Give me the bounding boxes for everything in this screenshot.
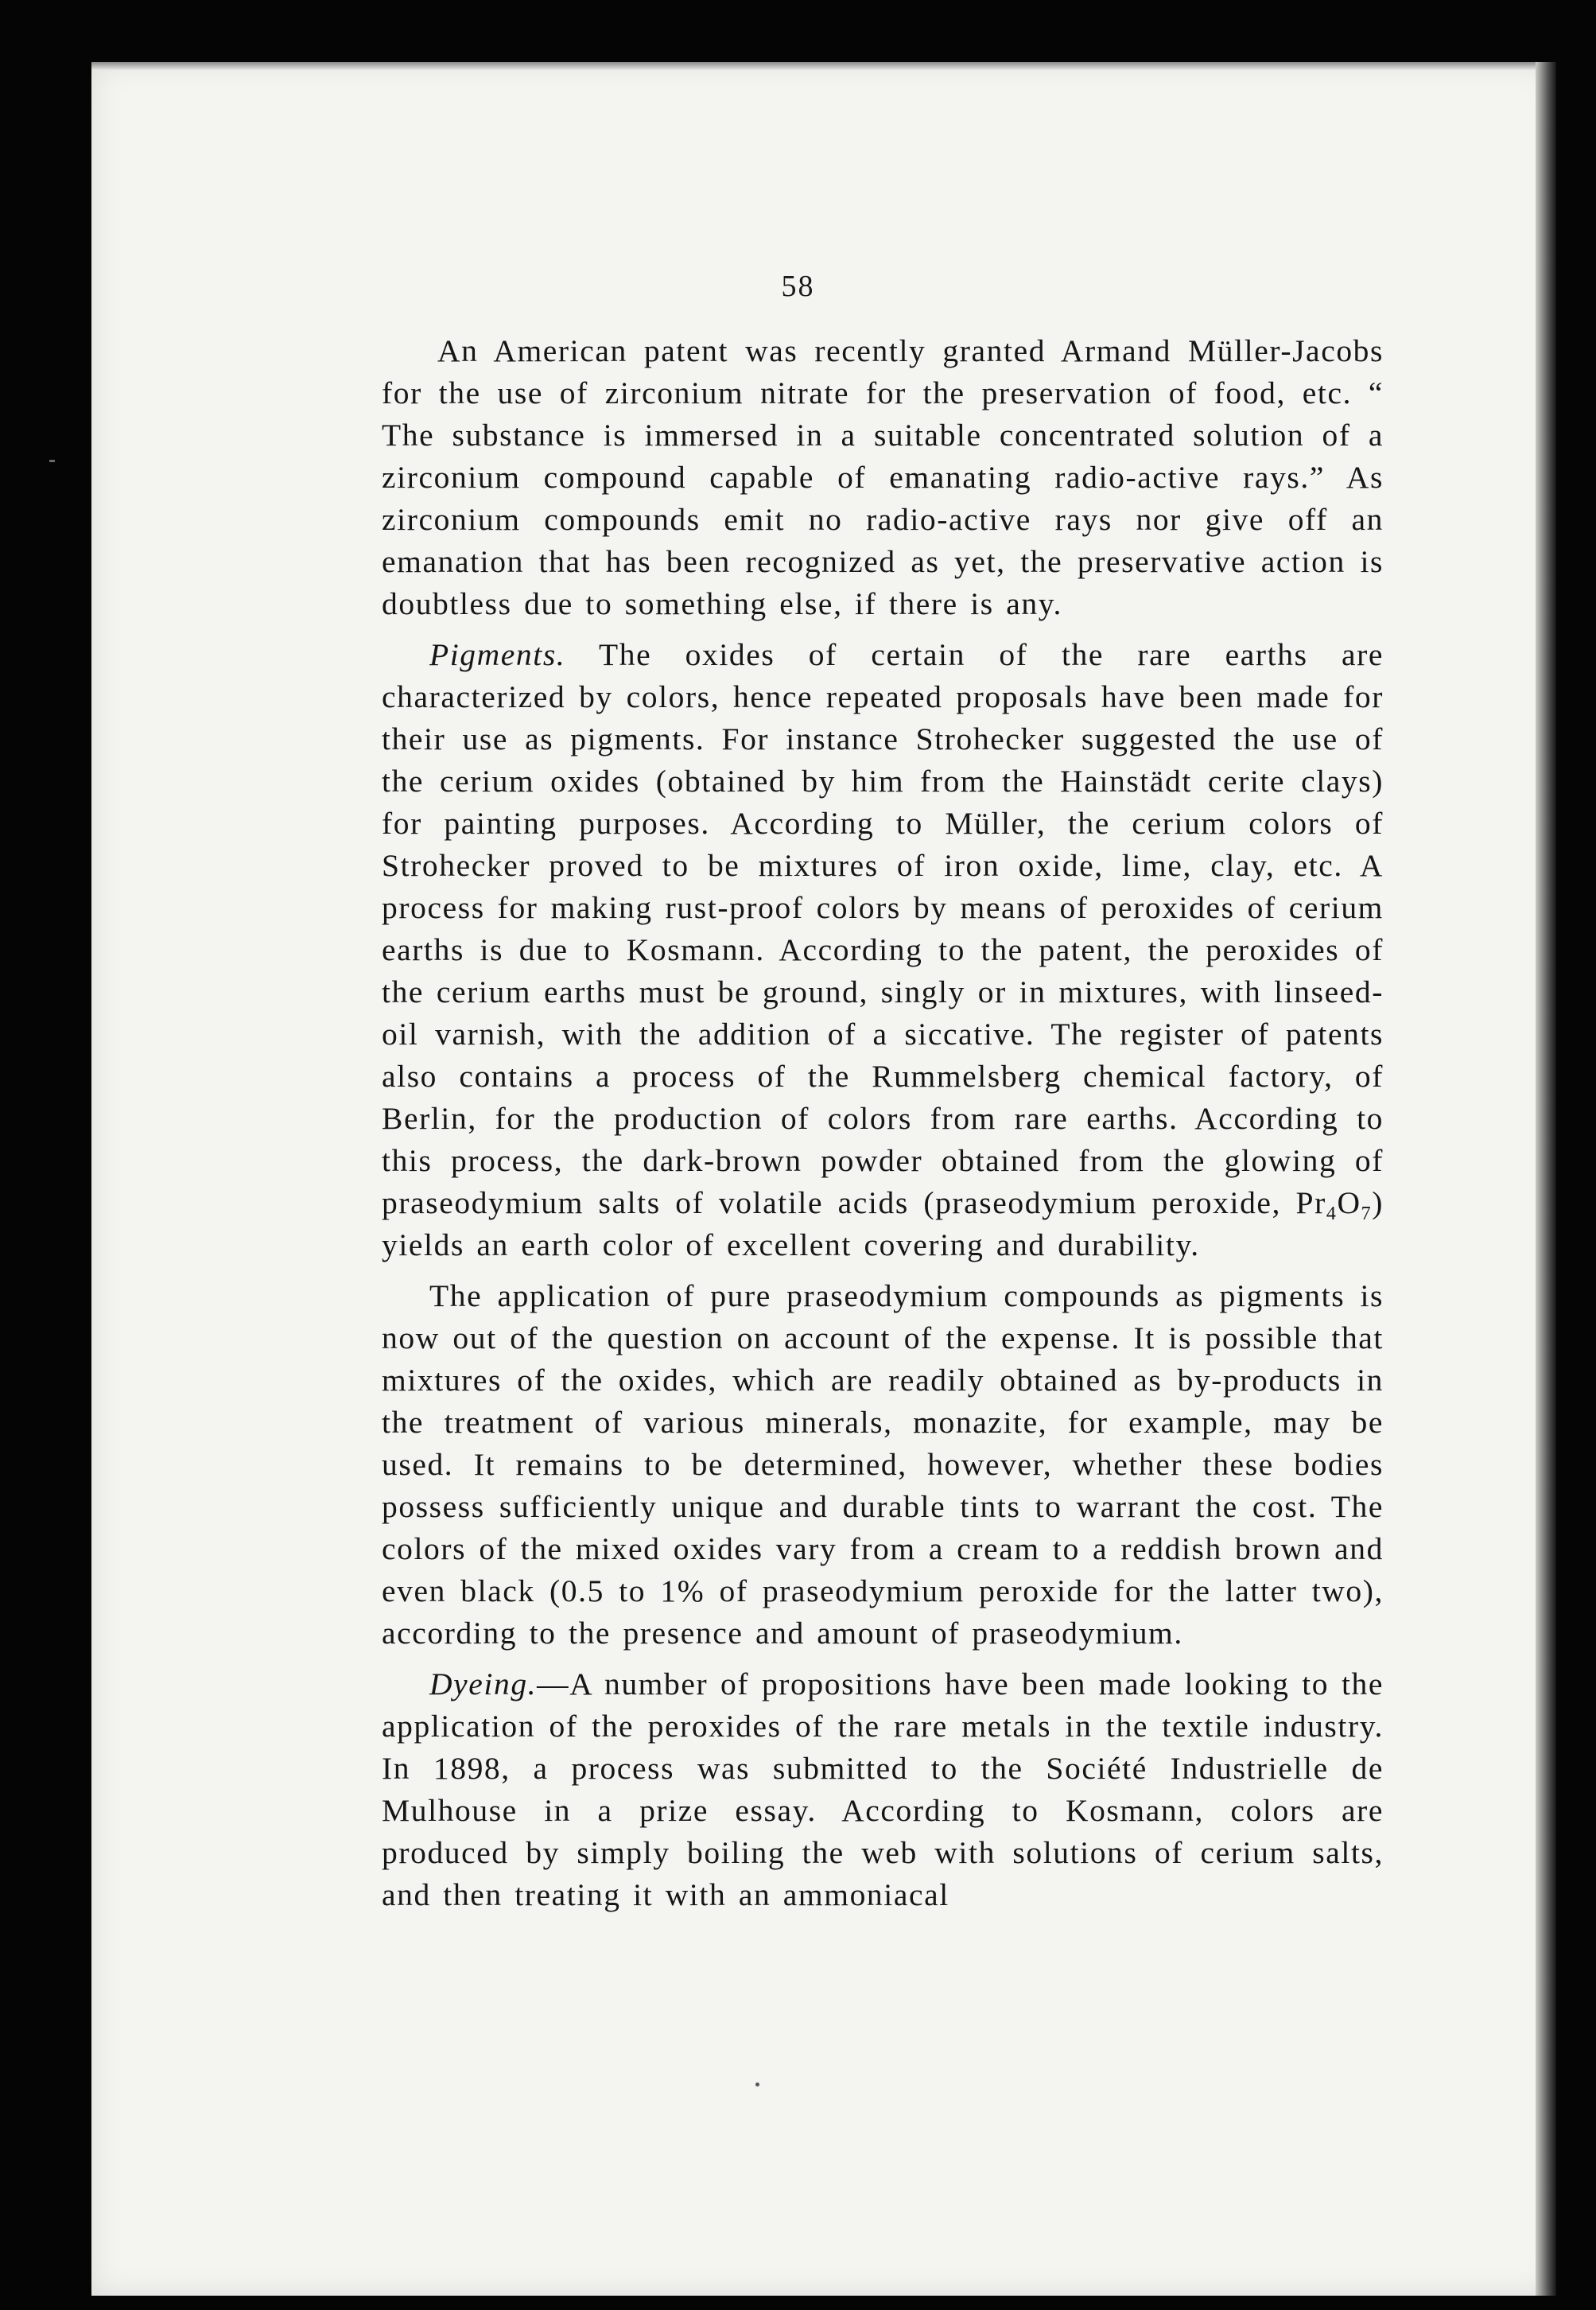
dyeing-text: —A number of propositions have been made looking to the application of the peroxides of the rare metals in the textile industry. In 1898, a process was submitted to the Société Industrielle de Mulhouse in a prize essay. According to Kosmann, colors are produced by simply boiling the web with solutions of cerium salts, and then treating it with an ammoniacal: [382, 1666, 1384, 1912]
page-number: 58: [781, 270, 815, 303]
sheet-top-edge: [91, 62, 1556, 70]
pigments-text-b: O: [1337, 1185, 1361, 1220]
pigments-text-a: The oxides of certain of the rare earths are characterized by colors, hence repeated proposals have been made for their use as pigments. For instance Strohecker suggested the use of the cerium oxides (obtained by him from the Hainstädt cerite clays) for painting purposes. According to Müller, the cerium colors of Strohecker proved to be mixtures of iron oxide, lime, clay, etc. A process for making rust-proof colors by means of peroxides of cerium earths is due to Kosmann. According to the patent, the peroxides of the cerium earths must be ground, singly or in mixtures, with linseed-oil varnish, with the addition of a siccative. The register of patents also contains a process of the Rummelsberg chemical factory, of Berlin, for the production of colors from rare earths. According to this process, the dark-brown powder obtained from the glowing of praseodymium salts of volatile acids (praseodymium peroxide, Pr: [382, 637, 1384, 1220]
sheet-right-edge: [1536, 62, 1556, 2296]
page-speck: [755, 2082, 759, 2086]
formula-subscript-4: 4: [1326, 1204, 1338, 1224]
formula-subscript-7: 7: [1361, 1204, 1373, 1224]
paragraph-pigments: [382, 634, 1384, 1266]
pigments-heading: Pigments.: [429, 637, 566, 672]
pigments-text-c: ) yields an earth color of excellent covering and durability.: [382, 1185, 1384, 1262]
paragraph-dyeing: [382, 1663, 1384, 1916]
body-text: [382, 330, 1384, 1925]
paragraph-zirconium-patent: An American patent was recently granted Armand Müller-Jacobs for the use of zirconium nitrate for the preservation of food, etc. “ The substance is immersed in a suitable concentrated solution of a zirconium compound capable of emanating radio-active rays.” As zirconium compounds emit no radio-active rays nor give off an emanation that has been recognized as yet, the preservative action is doubtless due to something else, if there is any.: [382, 333, 1384, 621]
dyeing-heading: Dyeing.: [429, 1666, 538, 1701]
margin-speck: [49, 460, 55, 462]
paragraph-praseodymium-application: The application of pure praseodymium compounds as pigments is now out of the question on account of the expense. It is possible that mixtures of the oxides, which are readily obtained as by-products in the treatment of various minerals, monazite, for example, may be used. It remains to be determined, however, whether these bodies possess sufficiently unique and durable tints to warrant the cost. The colors of the mixed oxides vary from a cream to a reddish brown and even black (0.5 to 1% of praseodymium peroxide for the latter two), according to the presence and amount of praseodymium.: [382, 1278, 1384, 1651]
